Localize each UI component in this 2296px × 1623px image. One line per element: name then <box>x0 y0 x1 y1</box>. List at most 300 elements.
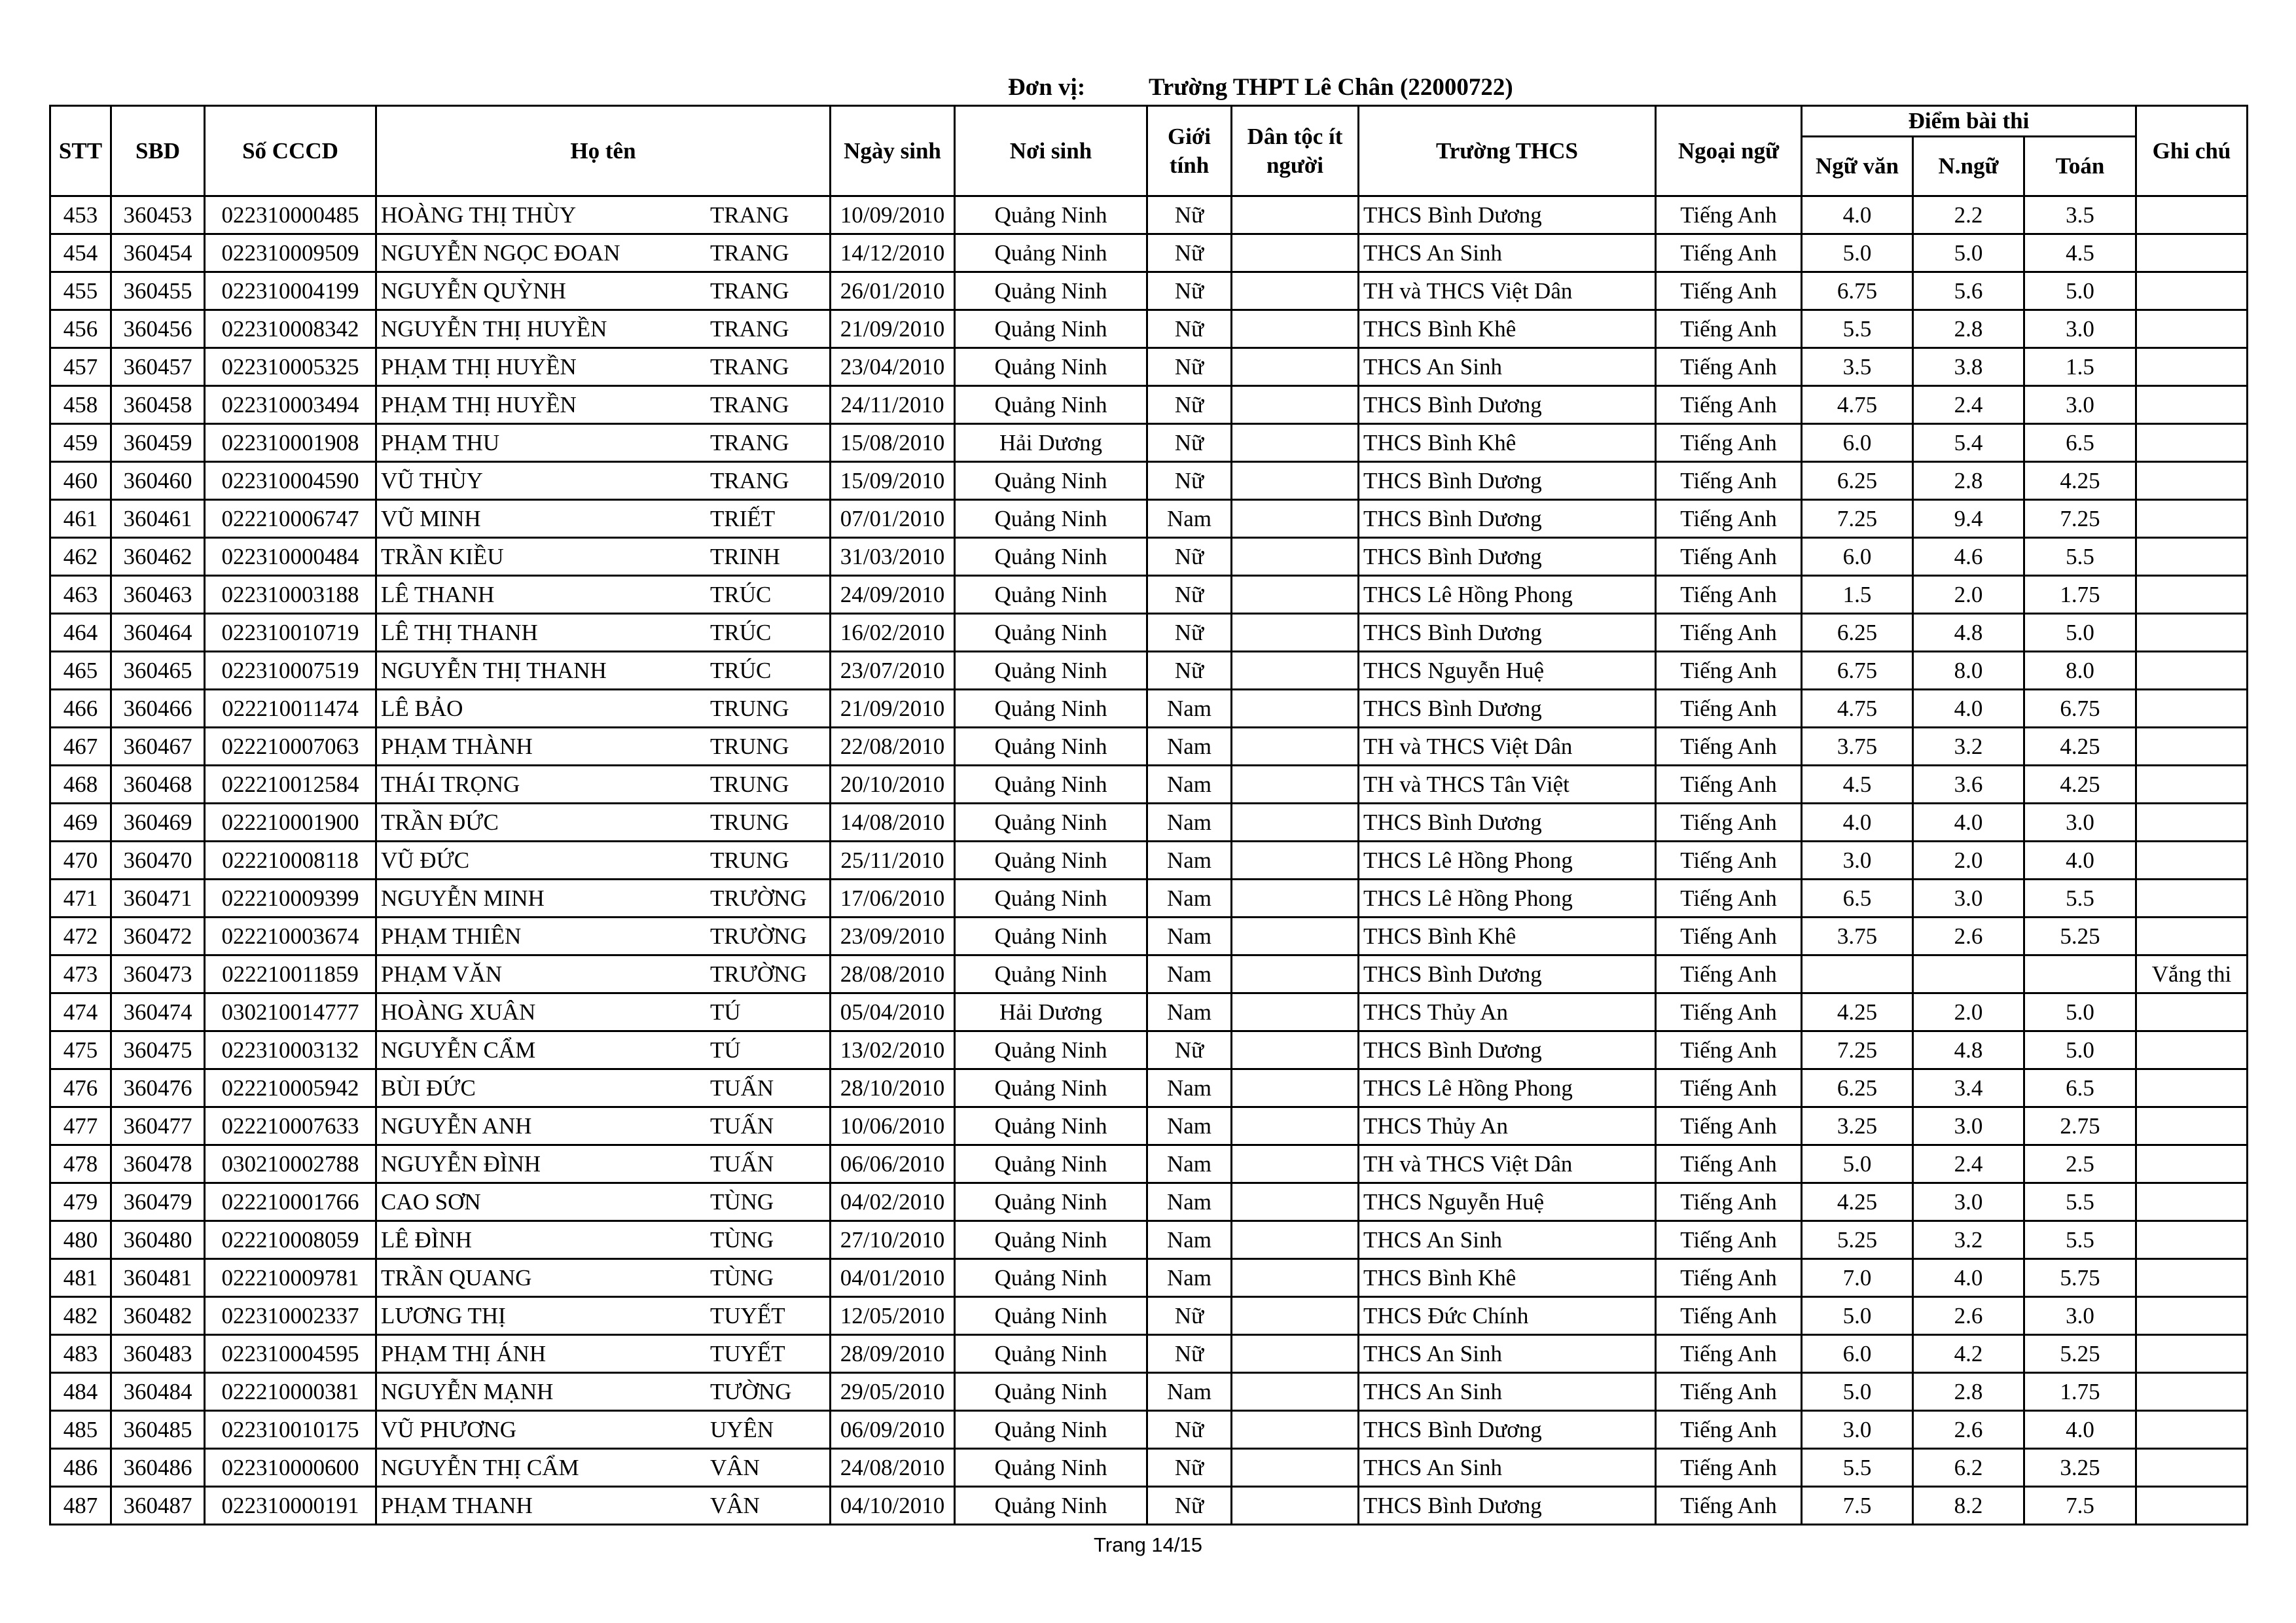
cell-lang: Tiếng Anh <box>1656 1449 1802 1487</box>
cell-stt: 462 <box>50 538 111 576</box>
cell-surname: VŨ PHƯƠNG <box>381 1416 517 1442</box>
cell-stt: 474 <box>50 993 111 1031</box>
cell-dob: 05/04/2010 <box>831 993 955 1031</box>
cell-ethnic <box>1232 918 1359 955</box>
cell-sbd: 360466 <box>111 690 205 728</box>
cell-toan: 5.0 <box>2024 614 2136 652</box>
cell-note <box>2136 1449 2248 1487</box>
cell-school: THCS Bình Dương <box>1359 1487 1656 1525</box>
cell-van <box>1802 955 1913 993</box>
cell-stt: 483 <box>50 1335 111 1373</box>
cell-gender: Nam <box>1147 955 1232 993</box>
cell-pob: Quảng Ninh <box>955 538 1147 576</box>
cell-gender: Nữ <box>1147 576 1232 614</box>
header-lang: Ngoại ngữ <box>1656 106 1802 196</box>
cell-toan: 5.25 <box>2024 918 2136 955</box>
cell-given-name: TRANG <box>710 429 789 455</box>
cell-pob: Quảng Ninh <box>955 1183 1147 1221</box>
cell-toan: 5.5 <box>2024 1183 2136 1221</box>
cell-pob: Quảng Ninh <box>955 348 1147 386</box>
cell-ngu: 3.2 <box>1913 1221 2024 1259</box>
table-row <box>50 386 2248 424</box>
cell-school: THCS Bình Dương <box>1359 804 1656 842</box>
cell-gender: Nam <box>1147 1145 1232 1183</box>
cell-van: 6.25 <box>1802 462 1913 500</box>
cell-note <box>2136 1335 2248 1373</box>
cell-sbd: 360468 <box>111 766 205 804</box>
cell-sbd: 360477 <box>111 1107 205 1145</box>
cell-van: 4.75 <box>1802 386 1913 424</box>
cell-van: 7.25 <box>1802 1031 1913 1069</box>
cell-surname: LÊ ĐÌNH <box>381 1226 472 1253</box>
cell-lang: Tiếng Anh <box>1656 918 1802 955</box>
cell-name <box>376 310 831 348</box>
cell-ethnic <box>1232 1297 1359 1335</box>
cell-gender: Nam <box>1147 766 1232 804</box>
cell-dob: 07/01/2010 <box>831 500 955 538</box>
cell-school: THCS Bình Dương <box>1359 196 1656 234</box>
cell-sbd: 360460 <box>111 462 205 500</box>
cell-note <box>2136 1031 2248 1069</box>
cell-dob: 04/02/2010 <box>831 1183 955 1221</box>
cell-cccd: 022210008059 <box>205 1221 376 1259</box>
table-row <box>50 310 2248 348</box>
cell-given-name: TÚ <box>710 1037 741 1063</box>
table-row <box>50 955 2248 993</box>
cell-toan: 5.25 <box>2024 1335 2136 1373</box>
cell-ngu: 4.8 <box>1913 614 2024 652</box>
table-row <box>50 918 2248 955</box>
cell-name <box>376 1373 831 1411</box>
cell-pob: Quảng Ninh <box>955 310 1147 348</box>
cell-note <box>2136 348 2248 386</box>
cell-cccd: 030210002788 <box>205 1145 376 1183</box>
cell-pob: Quảng Ninh <box>955 955 1147 993</box>
cell-cccd: 022310001908 <box>205 424 376 462</box>
cell-pob: Quảng Ninh <box>955 918 1147 955</box>
cell-cccd: 022210012584 <box>205 766 376 804</box>
cell-name <box>376 955 831 993</box>
cell-dob: 28/10/2010 <box>831 1069 955 1107</box>
cell-given-name: TÙNG <box>710 1264 774 1291</box>
cell-sbd: 360482 <box>111 1297 205 1335</box>
cell-ethnic <box>1232 690 1359 728</box>
cell-sbd: 360467 <box>111 728 205 766</box>
table-row <box>50 1335 2248 1373</box>
cell-note <box>2136 918 2248 955</box>
cell-gender: Nam <box>1147 918 1232 955</box>
cell-dob: 20/10/2010 <box>831 766 955 804</box>
cell-school: THCS Thủy An <box>1359 1107 1656 1145</box>
table-row <box>50 690 2248 728</box>
cell-cccd: 022310000600 <box>205 1449 376 1487</box>
cell-ngu: 4.2 <box>1913 1335 2024 1373</box>
cell-van: 3.75 <box>1802 728 1913 766</box>
cell-given-name: TRANG <box>710 240 789 266</box>
cell-cccd: 022210000381 <box>205 1373 376 1411</box>
cell-school: THCS Bình Dương <box>1359 1031 1656 1069</box>
cell-school: THCS Bình Dương <box>1359 500 1656 538</box>
header-dob: Ngày sinh <box>831 106 955 196</box>
cell-given-name: TUYẾT <box>710 1302 785 1329</box>
cell-name <box>376 348 831 386</box>
cell-van: 3.5 <box>1802 348 1913 386</box>
table-row <box>50 1411 2248 1449</box>
table-row <box>50 234 2248 272</box>
cell-dob: 15/09/2010 <box>831 462 955 500</box>
cell-pob: Quảng Ninh <box>955 652 1147 690</box>
table-row <box>50 993 2248 1031</box>
table-row <box>50 766 2248 804</box>
cell-lang: Tiếng Anh <box>1656 728 1802 766</box>
cell-note <box>2136 652 2248 690</box>
cell-pob: Quảng Ninh <box>955 576 1147 614</box>
cell-van: 6.75 <box>1802 272 1913 310</box>
cell-sbd: 360475 <box>111 1031 205 1069</box>
cell-sbd: 360485 <box>111 1411 205 1449</box>
cell-dob: 24/09/2010 <box>831 576 955 614</box>
cell-dob: 10/09/2010 <box>831 196 955 234</box>
cell-ethnic <box>1232 842 1359 880</box>
cell-ethnic <box>1232 234 1359 272</box>
cell-dob: 10/06/2010 <box>831 1107 955 1145</box>
header-toan: Toán <box>2024 137 2136 196</box>
cell-dob: 29/05/2010 <box>831 1373 955 1411</box>
cell-stt: 486 <box>50 1449 111 1487</box>
cell-name <box>376 728 831 766</box>
cell-sbd: 360476 <box>111 1069 205 1107</box>
cell-ethnic <box>1232 1411 1359 1449</box>
cell-stt: 456 <box>50 310 111 348</box>
cell-dob: 21/09/2010 <box>831 310 955 348</box>
cell-school: THCS Bình Dương <box>1359 462 1656 500</box>
cell-van: 6.0 <box>1802 538 1913 576</box>
cell-toan: 8.0 <box>2024 652 2136 690</box>
cell-ethnic <box>1232 652 1359 690</box>
cell-name <box>376 1031 831 1069</box>
cell-stt: 455 <box>50 272 111 310</box>
cell-surname: VŨ ĐỨC <box>381 847 470 873</box>
cell-ngu: 8.2 <box>1913 1487 2024 1525</box>
table-row <box>50 842 2248 880</box>
cell-dob: 12/05/2010 <box>831 1297 955 1335</box>
cell-given-name: VÂN <box>710 1454 760 1480</box>
cell-gender: Nữ <box>1147 462 1232 500</box>
cell-dob: 06/09/2010 <box>831 1411 955 1449</box>
cell-school: THCS Bình Dương <box>1359 1411 1656 1449</box>
cell-surname: LÊ BẢO <box>381 695 463 721</box>
cell-gender: Nữ <box>1147 1487 1232 1525</box>
cell-ethnic <box>1232 1449 1359 1487</box>
table-row <box>50 196 2248 234</box>
cell-van: 5.25 <box>1802 1221 1913 1259</box>
cell-toan: 5.0 <box>2024 1031 2136 1069</box>
cell-cccd: 022210005942 <box>205 1069 376 1107</box>
cell-stt: 463 <box>50 576 111 614</box>
unit-label: Đơn vị: <box>1008 74 1086 101</box>
cell-note <box>2136 614 2248 652</box>
cell-sbd: 360474 <box>111 993 205 1031</box>
cell-given-name: UYÊN <box>710 1416 774 1442</box>
cell-gender: Nữ <box>1147 234 1232 272</box>
cell-pob: Quảng Ninh <box>955 234 1147 272</box>
cell-cccd: 022210001900 <box>205 804 376 842</box>
cell-stt: 464 <box>50 614 111 652</box>
cell-note <box>2136 1107 2248 1145</box>
cell-van: 7.5 <box>1802 1487 1913 1525</box>
cell-lang: Tiếng Anh <box>1656 1031 1802 1069</box>
cell-gender: Nữ <box>1147 614 1232 652</box>
cell-ethnic <box>1232 1487 1359 1525</box>
cell-name <box>376 1183 831 1221</box>
cell-name <box>376 196 831 234</box>
cell-van: 3.25 <box>1802 1107 1913 1145</box>
cell-pob: Quảng Ninh <box>955 1259 1147 1297</box>
cell-ethnic <box>1232 1069 1359 1107</box>
cell-ethnic <box>1232 1145 1359 1183</box>
cell-lang: Tiếng Anh <box>1656 272 1802 310</box>
cell-surname: PHẠM THANH <box>381 1492 533 1518</box>
cell-ngu: 2.6 <box>1913 1297 2024 1335</box>
cell-gender: Nam <box>1147 842 1232 880</box>
unit-value: Trường THPT Lê Chân (22000722) <box>1149 74 1513 101</box>
header-name: Họ tên <box>376 106 831 196</box>
cell-surname: NGUYỄN ĐÌNH <box>381 1150 541 1177</box>
cell-ethnic <box>1232 1183 1359 1221</box>
cell-pob: Quảng Ninh <box>955 1335 1147 1373</box>
cell-van: 4.25 <box>1802 993 1913 1031</box>
cell-surname: HOÀNG XUÂN <box>381 999 536 1025</box>
cell-dob: 14/08/2010 <box>831 804 955 842</box>
cell-lang: Tiếng Anh <box>1656 766 1802 804</box>
cell-given-name: TRUNG <box>710 695 789 721</box>
cell-name <box>376 1145 831 1183</box>
cell-name <box>376 1449 831 1487</box>
cell-given-name: TUẤN <box>710 1150 774 1177</box>
cell-lang: Tiếng Anh <box>1656 614 1802 652</box>
cell-cccd: 022310003132 <box>205 1031 376 1069</box>
cell-stt: 475 <box>50 1031 111 1069</box>
cell-sbd: 360478 <box>111 1145 205 1183</box>
cell-toan: 3.0 <box>2024 804 2136 842</box>
cell-surname: LÊ THANH <box>381 581 495 607</box>
cell-van: 5.5 <box>1802 1449 1913 1487</box>
cell-note <box>2136 1145 2248 1183</box>
cell-toan: 6.75 <box>2024 690 2136 728</box>
cell-given-name: TRƯỜNG <box>710 923 807 949</box>
cell-given-name: TRANG <box>710 391 789 418</box>
cell-ethnic <box>1232 196 1359 234</box>
cell-surname: LƯƠNG THỊ <box>381 1302 506 1329</box>
cell-school: THCS Bình Dương <box>1359 538 1656 576</box>
cell-given-name: TRÚC <box>710 657 772 683</box>
cell-school: TH và THCS Việt Dân <box>1359 1145 1656 1183</box>
table-row <box>50 880 2248 918</box>
cell-lang: Tiếng Anh <box>1656 196 1802 234</box>
cell-note <box>2136 462 2248 500</box>
cell-van: 4.75 <box>1802 690 1913 728</box>
header-school: Trường THCS <box>1359 106 1656 196</box>
cell-stt: 476 <box>50 1069 111 1107</box>
cell-ethnic <box>1232 500 1359 538</box>
cell-dob: 22/08/2010 <box>831 728 955 766</box>
cell-dob: 26/01/2010 <box>831 272 955 310</box>
cell-name <box>376 424 831 462</box>
cell-note: Vắng thi <box>2136 955 2248 993</box>
cell-surname: NGUYỄN MINH <box>381 885 545 911</box>
cell-name <box>376 1411 831 1449</box>
cell-ethnic <box>1232 993 1359 1031</box>
cell-toan: 6.5 <box>2024 424 2136 462</box>
cell-school: THCS Lê Hồng Phong <box>1359 1069 1656 1107</box>
cell-school: THCS Bình Dương <box>1359 690 1656 728</box>
table-row <box>50 1145 2248 1183</box>
cell-lang: Tiếng Anh <box>1656 538 1802 576</box>
cell-school: THCS Nguyễn Huệ <box>1359 1183 1656 1221</box>
cell-van: 6.0 <box>1802 1335 1913 1373</box>
cell-toan: 5.0 <box>2024 272 2136 310</box>
table-body <box>50 196 2248 1525</box>
cell-lang: Tiếng Anh <box>1656 462 1802 500</box>
cell-sbd: 360481 <box>111 1259 205 1297</box>
cell-surname: NGUYỄN THỊ CẨM <box>381 1454 579 1480</box>
cell-cccd: 022310005325 <box>205 348 376 386</box>
cell-note <box>2136 880 2248 918</box>
cell-name <box>376 1069 831 1107</box>
cell-ngu: 2.0 <box>1913 842 2024 880</box>
cell-ethnic <box>1232 424 1359 462</box>
cell-lang: Tiếng Anh <box>1656 348 1802 386</box>
cell-pob: Quảng Ninh <box>955 880 1147 918</box>
header-note: Ghi chú <box>2136 106 2248 196</box>
cell-ethnic <box>1232 614 1359 652</box>
cell-ethnic <box>1232 1221 1359 1259</box>
cell-sbd: 360473 <box>111 955 205 993</box>
cell-note <box>2136 272 2248 310</box>
cell-note <box>2136 1487 2248 1525</box>
cell-dob: 24/08/2010 <box>831 1449 955 1487</box>
cell-ethnic <box>1232 728 1359 766</box>
cell-pob: Quảng Ninh <box>955 1031 1147 1069</box>
cell-toan: 4.25 <box>2024 728 2136 766</box>
cell-ethnic <box>1232 538 1359 576</box>
cell-note <box>2136 234 2248 272</box>
cell-cccd: 022310002337 <box>205 1297 376 1335</box>
cell-surname: NGUYỄN MẠNH <box>381 1378 554 1404</box>
cell-cccd: 022210006747 <box>205 500 376 538</box>
cell-given-name: TRANG <box>710 315 789 342</box>
cell-ethnic <box>1232 386 1359 424</box>
cell-ngu: 3.6 <box>1913 766 2024 804</box>
cell-sbd: 360459 <box>111 424 205 462</box>
cell-stt: 485 <box>50 1411 111 1449</box>
cell-van: 7.25 <box>1802 500 1913 538</box>
cell-ngu <box>1913 955 2024 993</box>
cell-ethnic <box>1232 272 1359 310</box>
cell-van: 4.25 <box>1802 1183 1913 1221</box>
table-row <box>50 1069 2248 1107</box>
cell-stt: 472 <box>50 918 111 955</box>
cell-surname: PHẠM VĂN <box>381 961 503 987</box>
cell-dob: 23/07/2010 <box>831 652 955 690</box>
cell-given-name: TRUNG <box>710 847 789 873</box>
cell-school: THCS Bình Khê <box>1359 424 1656 462</box>
cell-name <box>376 1221 831 1259</box>
cell-surname: TRẦN QUANG <box>381 1264 532 1291</box>
cell-ethnic <box>1232 1107 1359 1145</box>
cell-given-name: TRANG <box>710 277 789 304</box>
cell-note <box>2136 500 2248 538</box>
cell-gender: Nữ <box>1147 310 1232 348</box>
cell-cccd: 022210009399 <box>205 880 376 918</box>
table-row <box>50 538 2248 576</box>
cell-name <box>376 614 831 652</box>
cell-school: THCS An Sinh <box>1359 234 1656 272</box>
cell-name <box>376 576 831 614</box>
cell-note <box>2136 690 2248 728</box>
cell-surname: CAO SƠN <box>381 1188 481 1215</box>
cell-note <box>2136 1259 2248 1297</box>
cell-cccd: 022310007519 <box>205 652 376 690</box>
cell-ngu: 6.2 <box>1913 1449 2024 1487</box>
cell-pob: Hải Dương <box>955 424 1147 462</box>
table-row <box>50 576 2248 614</box>
cell-van: 7.0 <box>1802 1259 1913 1297</box>
cell-name <box>376 1487 831 1525</box>
table-row <box>50 652 2248 690</box>
cell-sbd: 360471 <box>111 880 205 918</box>
cell-gender: Nữ <box>1147 196 1232 234</box>
cell-note <box>2136 1411 2248 1449</box>
cell-sbd: 360464 <box>111 614 205 652</box>
cell-pob: Quảng Ninh <box>955 500 1147 538</box>
cell-name <box>376 1107 831 1145</box>
cell-sbd: 360484 <box>111 1373 205 1411</box>
cell-surname: PHẠM THÀNH <box>381 733 533 759</box>
cell-surname: NGUYỄN THỊ THANH <box>381 657 607 683</box>
cell-lang: Tiếng Anh <box>1656 500 1802 538</box>
cell-surname: NGUYỄN THỊ HUYỀN <box>381 315 607 342</box>
cell-ethnic <box>1232 955 1359 993</box>
cell-cccd: 022210001766 <box>205 1183 376 1221</box>
cell-van: 1.5 <box>1802 576 1913 614</box>
cell-pob: Quảng Ninh <box>955 1373 1147 1411</box>
cell-van: 5.5 <box>1802 310 1913 348</box>
cell-toan: 1.75 <box>2024 1373 2136 1411</box>
cell-ethnic <box>1232 310 1359 348</box>
cell-stt: 457 <box>50 348 111 386</box>
cell-ethnic <box>1232 1031 1359 1069</box>
table-row <box>50 348 2248 386</box>
cell-ethnic <box>1232 1335 1359 1373</box>
table-row <box>50 462 2248 500</box>
cell-sbd: 360453 <box>111 196 205 234</box>
cell-given-name: TRANG <box>710 353 789 380</box>
cell-gender: Nam <box>1147 1221 1232 1259</box>
cell-van: 6.0 <box>1802 424 1913 462</box>
cell-sbd: 360470 <box>111 842 205 880</box>
cell-surname: HOÀNG THỊ THÙY <box>381 202 577 228</box>
cell-surname: PHẠM THU <box>381 429 500 455</box>
cell-gender: Nữ <box>1147 652 1232 690</box>
cell-cccd: 022210009781 <box>205 1259 376 1297</box>
cell-surname: NGUYỄN QUỲNH <box>381 277 566 304</box>
cell-stt: 468 <box>50 766 111 804</box>
cell-given-name: TÙNG <box>710 1188 774 1215</box>
cell-van: 6.25 <box>1802 1069 1913 1107</box>
cell-ngu: 5.6 <box>1913 272 2024 310</box>
cell-surname: NGUYỄN CẨM <box>381 1037 536 1063</box>
